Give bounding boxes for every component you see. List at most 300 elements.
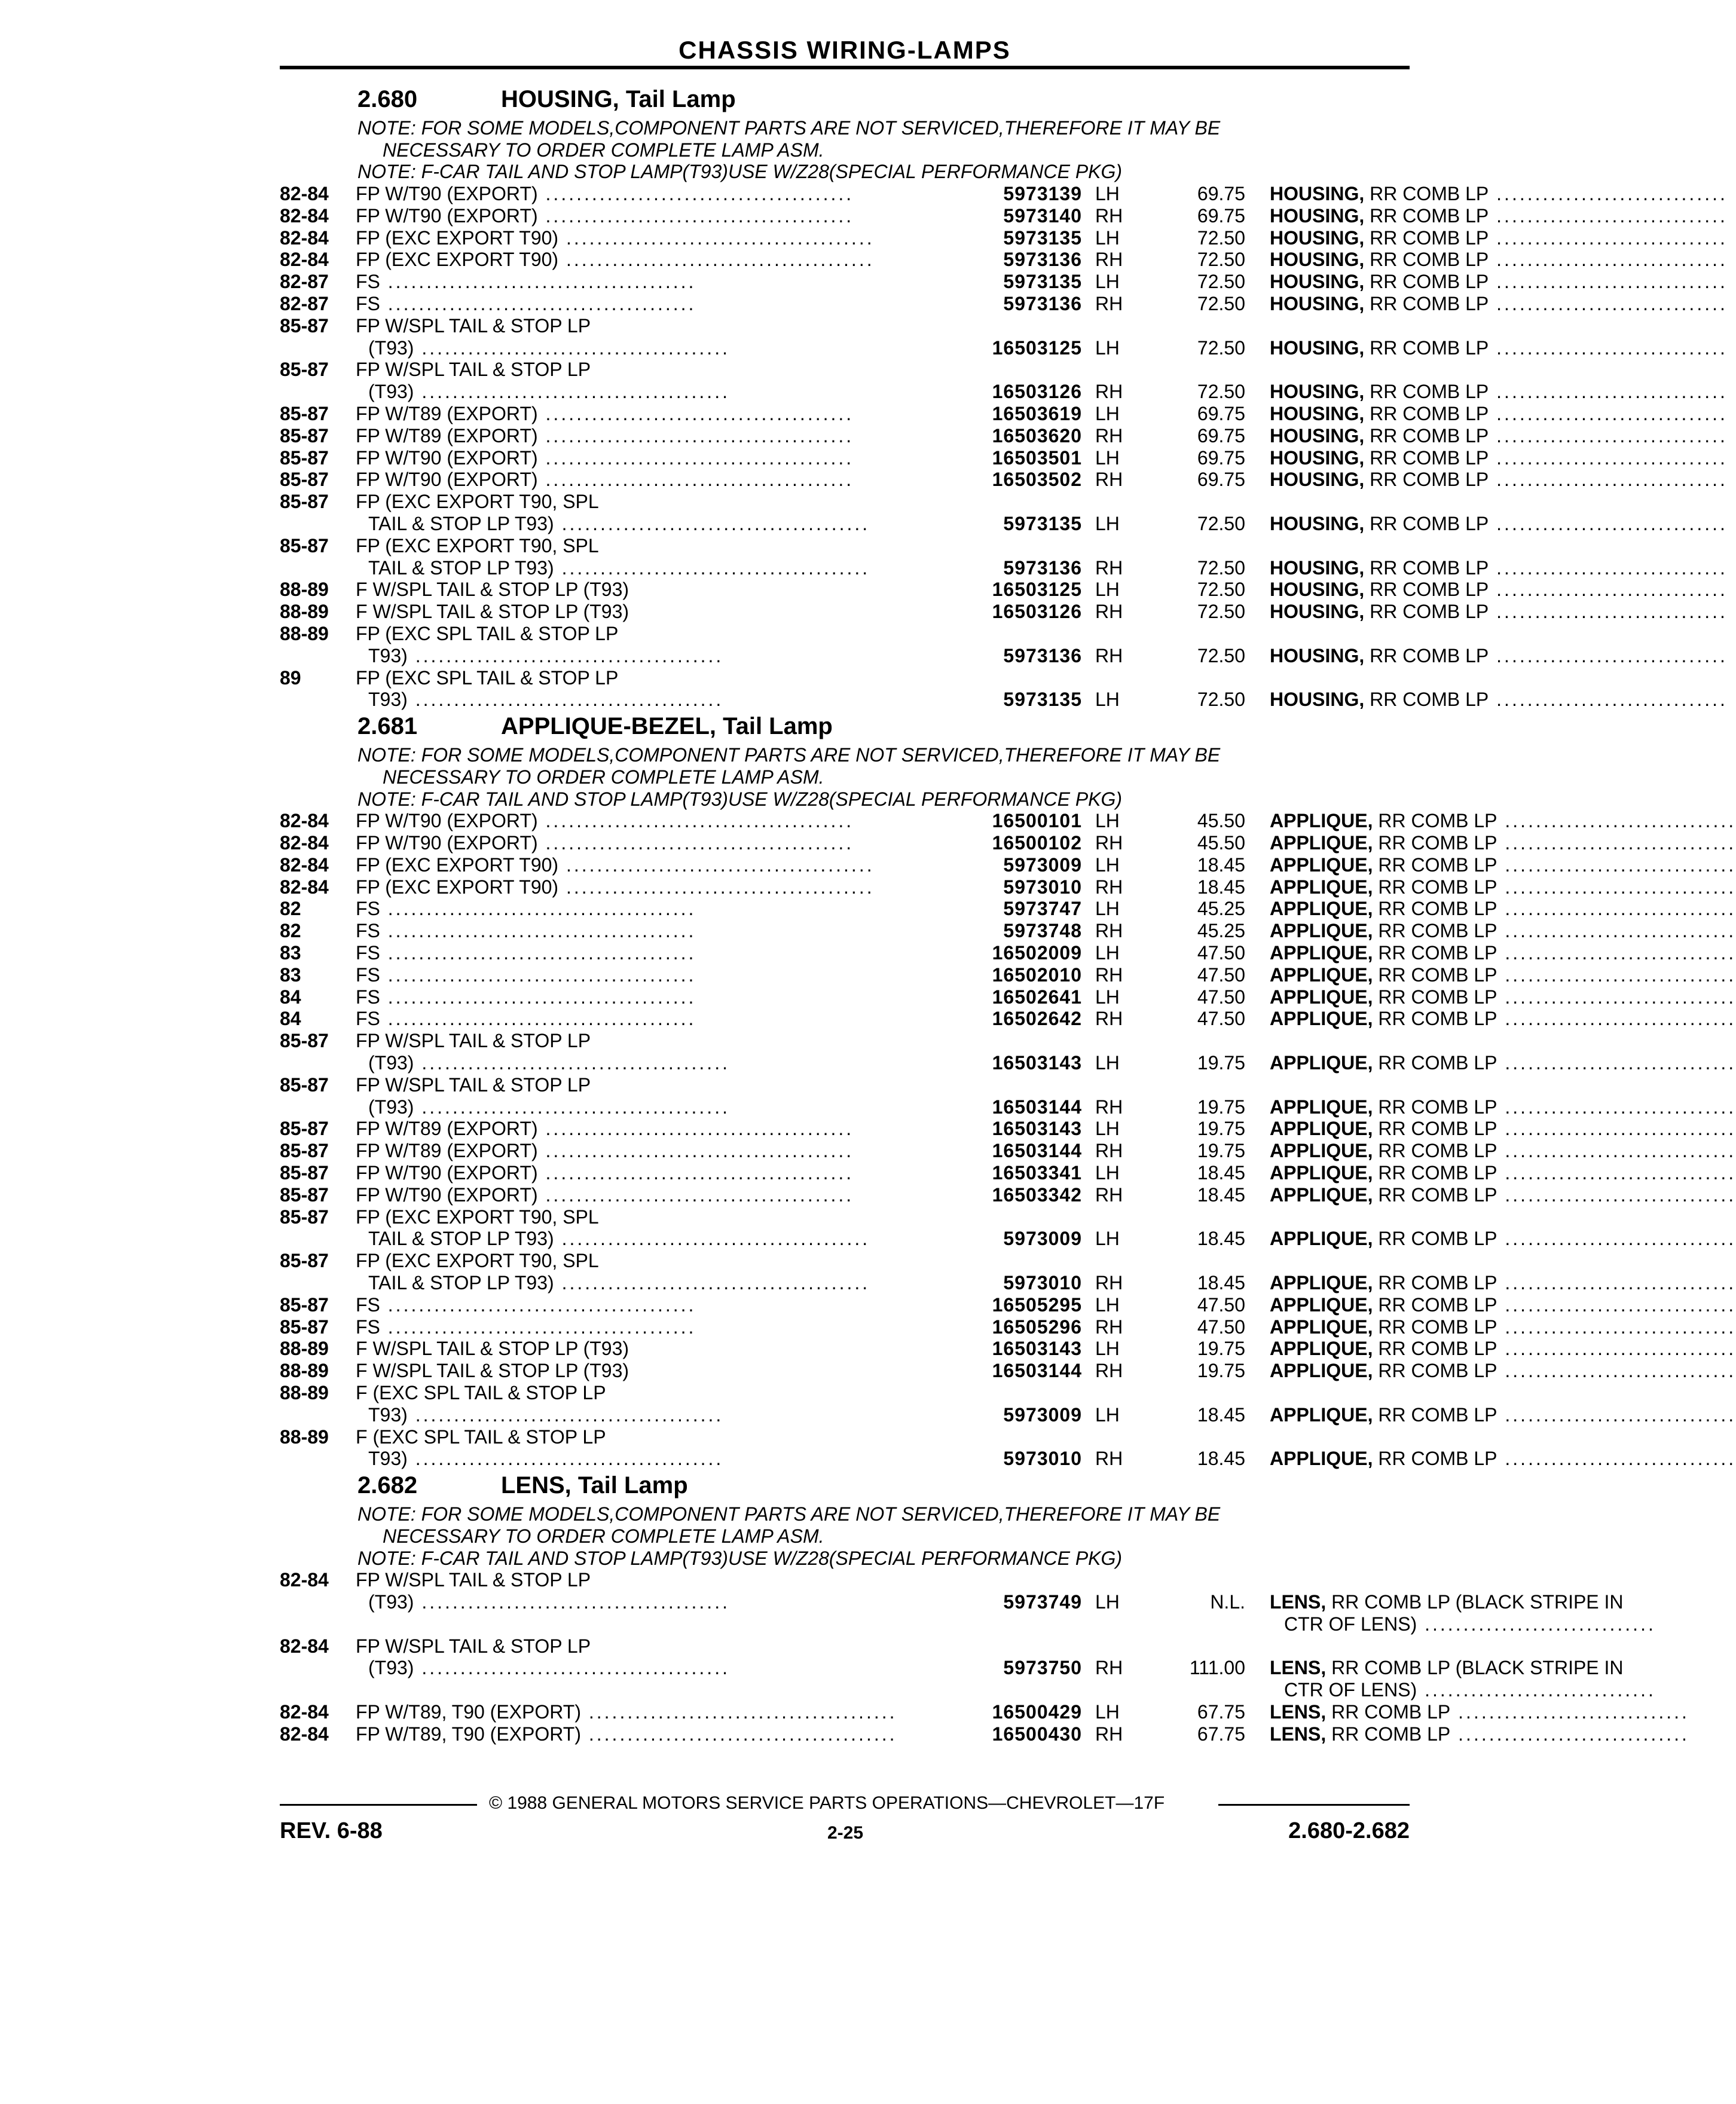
application-description xyxy=(356,667,952,689)
side-indicator: RH xyxy=(1095,293,1123,315)
list-price: 18.45 xyxy=(1197,1448,1245,1470)
part-name xyxy=(1270,1184,1736,1206)
application-text-continued: (T93) xyxy=(368,1096,414,1118)
parts-row xyxy=(280,1316,1736,1338)
part-name xyxy=(1270,898,1736,920)
side-indicator: LH xyxy=(1095,1293,1120,1316)
application-text: FP (EXC EXPORT T90) xyxy=(356,227,559,249)
part-name xyxy=(1270,227,1728,249)
part-name-bold: APPLIQUE, xyxy=(1270,1140,1373,1162)
application-description xyxy=(356,1294,952,1316)
part-name-bold: APPLIQUE, xyxy=(1270,1448,1373,1470)
part-name-detail: RR COMB LP xyxy=(1364,447,1489,469)
application-text: FS xyxy=(356,964,380,986)
application-description-continued xyxy=(368,1404,952,1426)
list-price: 19.75 xyxy=(1197,1052,1245,1074)
part-name xyxy=(1270,964,1736,986)
application-text: FP (EXC EXPORT T90) xyxy=(356,876,559,898)
parts-row xyxy=(280,403,1728,425)
side-indicator: LH xyxy=(1095,854,1120,876)
part-name-bold: HOUSING, xyxy=(1270,249,1365,271)
part-name-bold: APPLIQUE, xyxy=(1270,1338,1373,1360)
application-description xyxy=(356,1074,952,1096)
parts-row xyxy=(280,424,1728,447)
part-number: 16503126 xyxy=(992,601,1082,623)
application-description xyxy=(356,623,952,645)
section-number: 2.681 xyxy=(357,713,418,740)
side-indicator: LH xyxy=(1095,689,1120,711)
part-name-detail: RR COMB LP xyxy=(1364,403,1489,425)
application-description-continued xyxy=(368,645,952,667)
parts-row-continued xyxy=(280,381,1728,403)
part-name-bold: HOUSING, xyxy=(1270,183,1365,205)
application-text: FP W/T90 (EXPORT) xyxy=(356,810,538,832)
part-name-detail: RR COMB LP xyxy=(1373,920,1497,942)
part-name-detail: RR COMB LP xyxy=(1326,1701,1451,1723)
parts-row-continued xyxy=(280,1591,1624,1613)
model-years: 88-89 xyxy=(280,1426,329,1448)
application-text-continued: (T93) xyxy=(368,381,414,403)
part-number: 16503125 xyxy=(992,337,1082,359)
leader-dots: ........................................ xyxy=(554,513,870,535)
model-years: 88-89 xyxy=(280,1338,329,1360)
application-description xyxy=(356,1382,952,1404)
section-number: 2.680 xyxy=(357,86,418,112)
side-indicator: LH xyxy=(1095,447,1120,469)
model-years: 85-87 xyxy=(280,1030,329,1052)
footer-rule-right xyxy=(1218,1804,1410,1806)
application-text-continued: (T93) xyxy=(368,1657,414,1679)
part-number: 5973136 xyxy=(1003,293,1082,315)
leader-dots: .............................. xyxy=(1489,689,1728,711)
list-price: 72.50 xyxy=(1197,644,1245,666)
page-number: 2-25 xyxy=(827,1823,864,1843)
list-price: 72.50 xyxy=(1197,227,1245,249)
part-name-bold: APPLIQUE, xyxy=(1270,1096,1373,1118)
leader-dots: ........................................ xyxy=(537,1184,854,1206)
leader-dots: ........................................ xyxy=(537,403,854,425)
section-note: NECESSARY TO ORDER COMPLETE LAMP ASM. xyxy=(383,1525,824,1547)
application-description-continued xyxy=(368,557,952,579)
list-price: 69.75 xyxy=(1197,204,1245,227)
leader-dots: .............................. xyxy=(1489,271,1728,293)
part-number: 16503144 xyxy=(992,1140,1082,1162)
parts-row xyxy=(280,986,1736,1008)
side-indicator: LH xyxy=(1095,183,1120,205)
list-price: 47.50 xyxy=(1197,964,1245,986)
leader-dots: ........................................ xyxy=(558,249,875,271)
application-description xyxy=(356,1426,952,1448)
model-years: 85-87 xyxy=(280,314,329,337)
application-description-continued xyxy=(368,1052,952,1074)
side-indicator: RH xyxy=(1095,1657,1123,1679)
part-name xyxy=(1270,854,1736,876)
application-description xyxy=(356,1635,952,1657)
part-number: 5973010 xyxy=(1003,1448,1082,1470)
part-name-bold: HOUSING, xyxy=(1270,337,1365,359)
list-price: 18.45 xyxy=(1197,854,1245,876)
parts-row-continued xyxy=(280,1052,1736,1074)
leader-dots: .............................. xyxy=(1489,249,1728,271)
part-number: 16500429 xyxy=(992,1701,1082,1723)
side-indicator: RH xyxy=(1095,469,1123,491)
list-price: 72.50 xyxy=(1197,249,1245,271)
part-name-bold: APPLIQUE, xyxy=(1270,1184,1373,1206)
list-price: 45.50 xyxy=(1197,832,1245,854)
part-name xyxy=(1270,601,1728,623)
application-text: FP (EXC EXPORT T90, SPL xyxy=(356,534,599,556)
leader-dots: ........................................ xyxy=(537,424,854,447)
parts-row xyxy=(280,227,1728,249)
list-price: 47.50 xyxy=(1197,986,1245,1008)
side-indicator: LH xyxy=(1095,337,1120,359)
model-years: 85-87 xyxy=(280,424,329,447)
application-text: FS xyxy=(356,942,380,964)
part-name-continued-text: CTR OF LENS) xyxy=(1284,1613,1417,1635)
part-name xyxy=(1270,204,1728,227)
application-description xyxy=(356,579,952,601)
leader-dots: .............................. xyxy=(1497,854,1736,876)
side-indicator: RH xyxy=(1095,1184,1123,1206)
parts-row xyxy=(280,1293,1736,1316)
parts-row xyxy=(280,1162,1736,1184)
part-name xyxy=(1270,249,1728,271)
part-name-detail: RR COMB LP xyxy=(1373,1140,1497,1162)
list-price: 19.75 xyxy=(1197,1360,1245,1382)
side-indicator: RH xyxy=(1095,1271,1123,1293)
part-name-detail: RR COMB LP xyxy=(1373,986,1497,1008)
parts-row xyxy=(280,623,1410,645)
leader-dots: ........................................ xyxy=(554,1271,870,1293)
parts-row xyxy=(280,1140,1736,1162)
application-text: FP W/T90 (EXPORT) xyxy=(356,1184,538,1206)
leader-dots: .............................. xyxy=(1489,469,1728,491)
application-description xyxy=(356,1162,952,1184)
application-text: F W/SPL TAIL & STOP LP (T93) xyxy=(356,1338,629,1360)
section-note: NOTE: FOR SOME MODELS,COMPONENT PARTS ARE NOT SERVICED,THEREFORE IT MAY BE xyxy=(357,117,1221,139)
part-name xyxy=(1270,810,1736,832)
list-price: 69.75 xyxy=(1197,469,1245,491)
leader-dots: .............................. xyxy=(1497,1162,1736,1184)
application-description xyxy=(356,942,952,964)
model-years: 85-87 xyxy=(280,469,329,491)
part-name-bold: APPLIQUE, xyxy=(1270,920,1373,942)
list-price: 72.50 xyxy=(1197,556,1245,579)
application-text: FS xyxy=(356,271,380,293)
application-text-continued: (T93) xyxy=(368,1052,414,1074)
side-indicator: RH xyxy=(1095,1316,1123,1338)
part-name-detail: RR COMB LP xyxy=(1373,1184,1497,1206)
application-text: FS xyxy=(356,898,380,920)
part-name xyxy=(1270,1008,1736,1030)
list-price: 47.50 xyxy=(1197,942,1245,964)
application-description xyxy=(356,315,952,337)
model-years: 85-87 xyxy=(280,403,329,425)
side-indicator: LH xyxy=(1095,579,1120,601)
parts-row xyxy=(280,271,1728,293)
part-name-bold: APPLIQUE, xyxy=(1270,1118,1373,1140)
part-name xyxy=(1270,876,1736,898)
leader-dots: ........................................ xyxy=(380,964,696,986)
part-number: 16503342 xyxy=(992,1184,1082,1206)
leader-dots: .............................. xyxy=(1497,1096,1736,1118)
section-note: NOTE: FOR SOME MODELS,COMPONENT PARTS ARE NOT SERVICED,THEREFORE IT MAY BE xyxy=(357,744,1221,766)
list-price: 67.75 xyxy=(1197,1723,1245,1745)
part-number: 16503620 xyxy=(992,424,1082,447)
application-text: FP (EXC EXPORT T90) xyxy=(356,854,559,876)
side-indicator: LH xyxy=(1095,403,1120,425)
parts-row xyxy=(280,1569,1410,1591)
leader-dots: ........................................ xyxy=(537,1140,854,1162)
part-name-detail: RR COMB LP xyxy=(1373,1316,1497,1338)
leader-dots: ........................................ xyxy=(537,810,854,832)
header-rule xyxy=(280,66,1410,69)
part-name-detail: RR COMB LP xyxy=(1364,249,1489,271)
leader-dots: ........................................ xyxy=(407,1448,724,1470)
application-text: FP (EXC EXPORT T90) xyxy=(356,249,559,271)
part-name-bold: APPLIQUE, xyxy=(1270,898,1373,920)
application-description xyxy=(356,425,952,447)
application-description xyxy=(356,1206,952,1228)
list-price: 111.00 xyxy=(1189,1657,1245,1679)
part-name-bold: HOUSING, xyxy=(1270,293,1365,315)
section-note: NOTE: F-CAR TAIL AND STOP LAMP(T93)USE W/Z28(SPECIAL PERFORMANCE PKG) xyxy=(357,788,1123,810)
parts-row xyxy=(280,920,1736,942)
part-name xyxy=(1270,644,1728,667)
list-price: 69.75 xyxy=(1197,424,1245,447)
leader-dots: ........................................ xyxy=(537,832,854,854)
application-description xyxy=(356,183,952,205)
model-years: 85-87 xyxy=(280,447,329,469)
model-years: 85-87 xyxy=(280,1184,329,1206)
part-name xyxy=(1270,293,1728,315)
side-indicator: RH xyxy=(1095,1360,1123,1382)
parts-row xyxy=(280,810,1736,832)
parts-row-continued xyxy=(280,1657,1624,1679)
side-indicator: LH xyxy=(1095,1338,1120,1360)
parts-row-continued xyxy=(280,337,1728,359)
list-price: 45.25 xyxy=(1197,920,1245,942)
application-description xyxy=(356,1008,952,1030)
parts-row xyxy=(280,1723,1689,1745)
leader-dots: ........................................ xyxy=(380,1008,696,1030)
leader-dots: ........................................ xyxy=(380,1293,696,1316)
model-years: 82 xyxy=(280,920,301,942)
application-text: FP W/T90 (EXPORT) xyxy=(356,1162,538,1184)
part-name xyxy=(1270,513,1728,535)
model-years: 85-87 xyxy=(280,534,329,556)
part-name-detail: RR COMB LP xyxy=(1373,1008,1497,1030)
part-name-bold: HOUSING, xyxy=(1270,579,1365,601)
leader-dots: .............................. xyxy=(1497,1293,1736,1316)
part-name-bold: HOUSING, xyxy=(1270,381,1365,403)
leader-dots: ........................................ xyxy=(380,942,696,964)
side-indicator: LH xyxy=(1095,942,1120,964)
leader-dots: ........................................ xyxy=(407,644,724,666)
application-description xyxy=(356,1338,952,1360)
leader-dots: .............................. xyxy=(1497,1140,1736,1162)
part-name-detail: RR COMB LP xyxy=(1373,1360,1497,1382)
part-name xyxy=(1270,271,1728,293)
application-text-continued: T93) xyxy=(368,1403,408,1426)
part-name xyxy=(1270,403,1728,425)
model-years: 85-87 xyxy=(280,1316,329,1338)
list-price: 19.75 xyxy=(1197,1338,1245,1360)
part-name-detail: RR COMB LP xyxy=(1364,424,1489,447)
application-description xyxy=(356,491,952,513)
side-indicator: RH xyxy=(1095,249,1123,271)
application-text: FP (EXC EXPORT T90, SPL xyxy=(356,491,599,513)
leader-dots: .............................. xyxy=(1417,1679,1656,1701)
application-description xyxy=(356,1030,952,1052)
model-years: 83 xyxy=(280,964,301,986)
part-name-detail: RR COMB LP xyxy=(1364,183,1489,205)
application-description-continued xyxy=(368,1448,952,1470)
part-name xyxy=(1270,1271,1736,1294)
application-text: FP W/T89 (EXPORT) xyxy=(356,1118,538,1140)
part-name-bold: HOUSING, xyxy=(1270,644,1365,666)
application-description xyxy=(356,227,952,249)
part-name-continued xyxy=(1284,1613,1688,1635)
application-text: FS xyxy=(356,1316,380,1338)
part-name-bold: LENS, xyxy=(1270,1657,1327,1679)
part-name xyxy=(1270,1140,1736,1162)
footer-bottom xyxy=(280,1818,1410,1848)
side-indicator: RH xyxy=(1095,1008,1123,1030)
part-name-bold: APPLIQUE, xyxy=(1270,1403,1373,1426)
part-name-bold: LENS, xyxy=(1270,1723,1327,1745)
part-name xyxy=(1270,1316,1736,1338)
part-name-bold: HOUSING, xyxy=(1270,227,1365,249)
parts-row xyxy=(280,1008,1736,1030)
parts-row xyxy=(280,832,1736,854)
leader-dots: ........................................ xyxy=(414,1052,730,1074)
part-name-bold: HOUSING, xyxy=(1270,271,1365,293)
part-name xyxy=(1270,986,1736,1008)
leader-dots: ........................................ xyxy=(537,1162,854,1184)
part-number: 5973749 xyxy=(1003,1591,1082,1613)
side-indicator: RH xyxy=(1095,1723,1123,1745)
application-description xyxy=(356,601,952,623)
model-years: 84 xyxy=(280,986,301,1008)
part-name-bold: APPLIQUE, xyxy=(1270,1293,1373,1316)
part-name-bold: HOUSING, xyxy=(1270,601,1365,623)
parts-row xyxy=(280,447,1728,469)
parts-row-continued xyxy=(280,513,1728,535)
leader-dots: .............................. xyxy=(1489,337,1728,359)
leader-dots: ........................................ xyxy=(380,1316,696,1338)
side-indicator: LH xyxy=(1095,1052,1120,1074)
part-name xyxy=(1270,920,1736,942)
list-price: 72.50 xyxy=(1197,381,1245,403)
leader-dots: ........................................ xyxy=(554,1228,870,1250)
revision-label: REV. 6-88 xyxy=(280,1818,383,1843)
application-description-continued xyxy=(368,1591,952,1613)
application-description-continued xyxy=(368,381,952,403)
side-indicator: RH xyxy=(1095,1140,1123,1162)
part-number: 16503502 xyxy=(992,469,1082,491)
section-note: NOTE: F-CAR TAIL AND STOP LAMP(T93)USE W/Z28(SPECIAL PERFORMANCE PKG) xyxy=(357,161,1123,183)
parts-row xyxy=(280,1426,1410,1448)
leader-dots: .............................. xyxy=(1489,227,1728,249)
model-years: 82-84 xyxy=(280,854,329,876)
leader-dots: .............................. xyxy=(1489,424,1728,447)
part-name-bold: APPLIQUE, xyxy=(1270,1316,1373,1338)
part-number: 5973136 xyxy=(1003,249,1082,271)
part-name-bold: HOUSING, xyxy=(1270,556,1365,579)
parts-row-continued xyxy=(280,689,1728,711)
part-name-detail: RR COMB LP xyxy=(1364,644,1489,666)
application-text: F W/SPL TAIL & STOP LP (T93) xyxy=(356,1360,629,1382)
application-text: FP (EXC SPL TAIL & STOP LP xyxy=(356,623,619,644)
list-price: 72.50 xyxy=(1197,689,1245,711)
application-description xyxy=(356,876,952,898)
part-number: 16503341 xyxy=(992,1162,1082,1184)
leader-dots: ........................................ xyxy=(380,920,696,942)
model-years: 88-89 xyxy=(280,579,329,601)
page-title: CHASSIS WIRING-LAMPS xyxy=(678,36,1011,64)
leader-dots: ........................................ xyxy=(580,1723,897,1745)
model-years: 82-84 xyxy=(280,204,329,227)
part-name-detail: RR COMB LP (BLACK STRIPE IN xyxy=(1326,1657,1624,1679)
application-text-continued: TAIL & STOP LP T93) xyxy=(368,556,554,579)
side-indicator: RH xyxy=(1095,601,1123,623)
footer-rule-left xyxy=(280,1804,477,1806)
leader-dots: ........................................ xyxy=(407,1403,724,1426)
part-name xyxy=(1270,1338,1736,1360)
section-title xyxy=(280,711,1410,744)
part-name-detail: RR COMB LP xyxy=(1364,513,1489,535)
parts-row xyxy=(280,1360,1736,1382)
application-description xyxy=(356,469,952,491)
model-years: 82-84 xyxy=(280,810,329,832)
application-text-continued: T93) xyxy=(368,644,408,666)
leader-dots: ........................................ xyxy=(537,204,854,227)
part-name xyxy=(1270,1052,1736,1074)
part-name xyxy=(1270,689,1728,711)
parts-row-name-continued xyxy=(280,1613,1656,1635)
model-years: 85-87 xyxy=(280,359,329,381)
section-number: 2.682 xyxy=(357,1472,418,1499)
part-name xyxy=(1270,1096,1736,1118)
leader-dots: .............................. xyxy=(1497,1052,1736,1074)
leader-dots: .............................. xyxy=(1497,810,1736,832)
model-years: 85-87 xyxy=(280,1293,329,1316)
part-number: 5973135 xyxy=(1003,227,1082,249)
part-name-bold: HOUSING, xyxy=(1270,403,1365,425)
part-name-bold: HOUSING, xyxy=(1270,447,1365,469)
leader-dots: .............................. xyxy=(1489,556,1728,579)
part-name-bold: HOUSING, xyxy=(1270,689,1365,711)
part-name-detail: RR COMB LP xyxy=(1364,601,1489,623)
model-years: 82-87 xyxy=(280,293,329,315)
application-text: FP W/T90 (EXPORT) xyxy=(356,447,538,469)
leader-dots: .............................. xyxy=(1497,964,1736,986)
leader-dots: .............................. xyxy=(1497,1228,1736,1250)
part-name-detail: RR COMB LP xyxy=(1326,1723,1451,1745)
part-number: 16503143 xyxy=(992,1118,1082,1140)
parts-row xyxy=(280,1338,1736,1360)
part-name-detail: RR COMB LP xyxy=(1373,810,1497,832)
part-name-bold: APPLIQUE, xyxy=(1270,1271,1373,1293)
part-name-bold: APPLIQUE, xyxy=(1270,854,1373,876)
leader-dots: .............................. xyxy=(1497,942,1736,964)
parts-row xyxy=(280,1118,1736,1140)
part-name-bold: APPLIQUE, xyxy=(1270,1162,1373,1184)
part-name-detail: RR COMB LP xyxy=(1364,579,1489,601)
list-price: 72.50 xyxy=(1197,579,1245,601)
list-price: 18.45 xyxy=(1197,1162,1245,1184)
